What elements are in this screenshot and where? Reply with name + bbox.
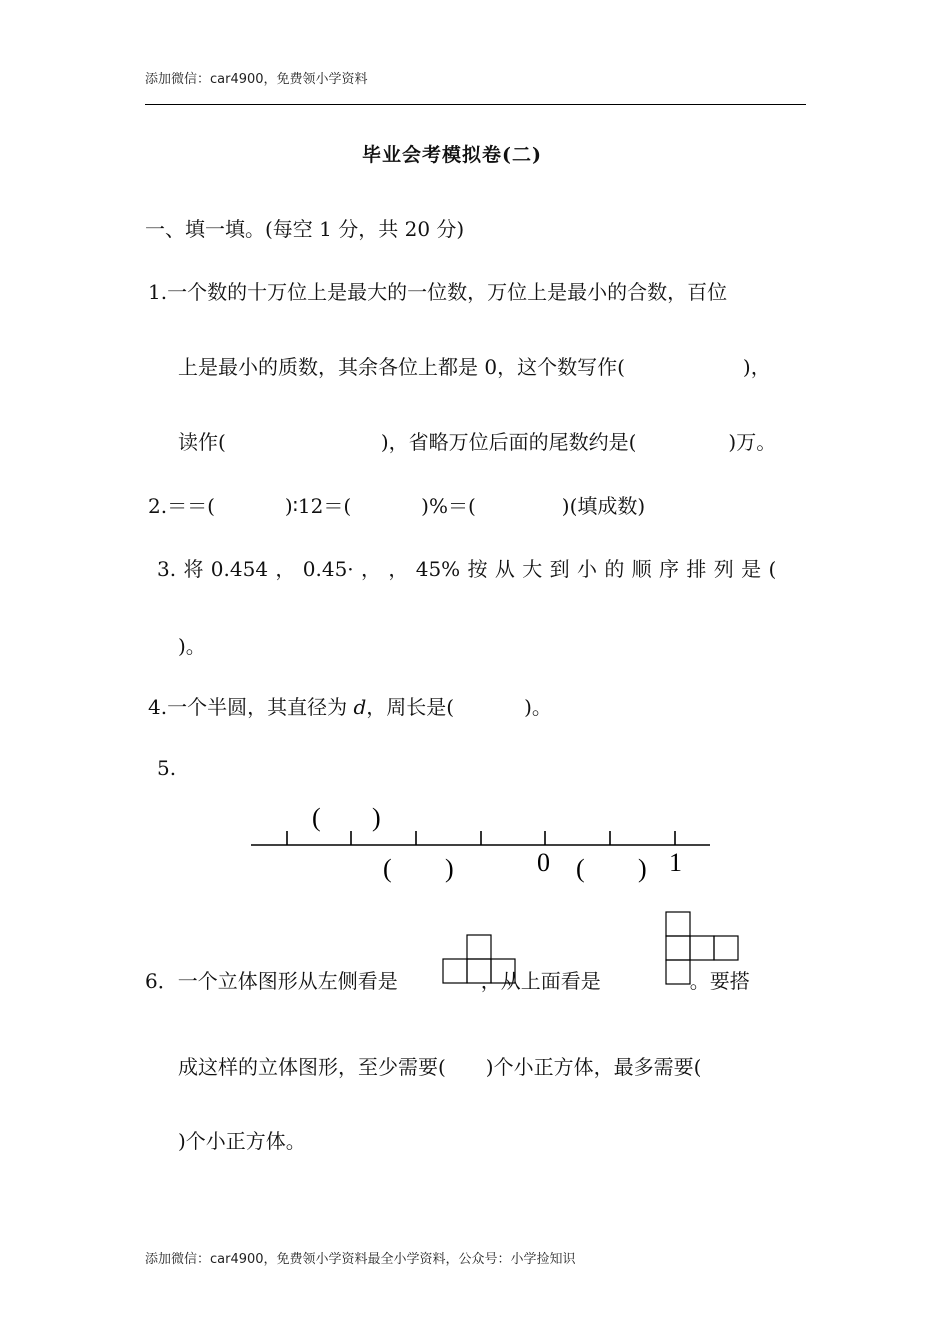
q6-text-c: 。要搭 [689, 969, 750, 993]
nl-open-paren-top: ( [312, 803, 321, 832]
q1-line3-text: 读作( [178, 430, 226, 454]
page-footer: 添加微信：car4900，免费领小学资料最全小学资料，公众号：小学捡知识 [145, 1252, 576, 1267]
q1-line3-mid: )，省略万位后面的尾数约是( [380, 430, 637, 454]
nl-open-paren-1: ( [383, 854, 392, 883]
q2-text-a: 2.＝＝( [148, 494, 215, 518]
q4-variable: d [353, 695, 367, 719]
nl-close-paren-2: ) [638, 854, 647, 883]
q2-text-d: )(填成数) [561, 494, 646, 518]
page-title: 毕业会考模拟卷(二) [362, 144, 542, 166]
q4-text-b: ，周长是( [366, 695, 455, 719]
q1-line2-close: )， [742, 355, 771, 379]
nl-label-zero: 0 [537, 848, 550, 877]
q4-text-a: 4.一个半圆，其直径为 [148, 695, 354, 719]
q6-text-a: 6．一个立体图形从左侧看是 [145, 969, 398, 993]
q3-line2: )。 [178, 634, 206, 658]
q2-text-c: )%＝( [421, 494, 476, 518]
q4-text-c: )。 [524, 695, 552, 719]
nl-open-paren-2: ( [576, 854, 585, 883]
q6-line2: 成这样的立体图形，至少需要( )个小正方体，最多需要( [178, 1055, 702, 1079]
nl-close-paren-1: ) [445, 854, 454, 883]
section-heading: 一、填一填。(每空 1 分，共 20 分) [145, 217, 465, 241]
q1-line2-text: 上是最小的质数，其余各位上都是 0，这个数写作( [178, 355, 625, 379]
q6-line1 [145, 965, 750, 994]
q2-text-b: )∶12＝( [284, 494, 352, 518]
q3-line1: 3. 将 0.454 ， 0.45· ， ， 45% 按 从 大 到 小 的 顺 序 排 列 是 ( [157, 557, 777, 581]
q6-line3: )个小正方体。 [178, 1129, 306, 1153]
q6-text-b: ，从上面看是 [480, 969, 601, 993]
nl-close-paren-top: ) [372, 803, 381, 832]
page-header: 添加微信：car4900，免费领小学资料 [145, 72, 368, 87]
nl-label-one: 1 [669, 848, 682, 877]
q1-line3-end: )万。 [728, 430, 777, 454]
q1-line1: 1.一个数的十万位上是最大的一位数，万位上是最小的合数，百位 [148, 280, 728, 304]
q5-label: 5. [157, 756, 177, 780]
